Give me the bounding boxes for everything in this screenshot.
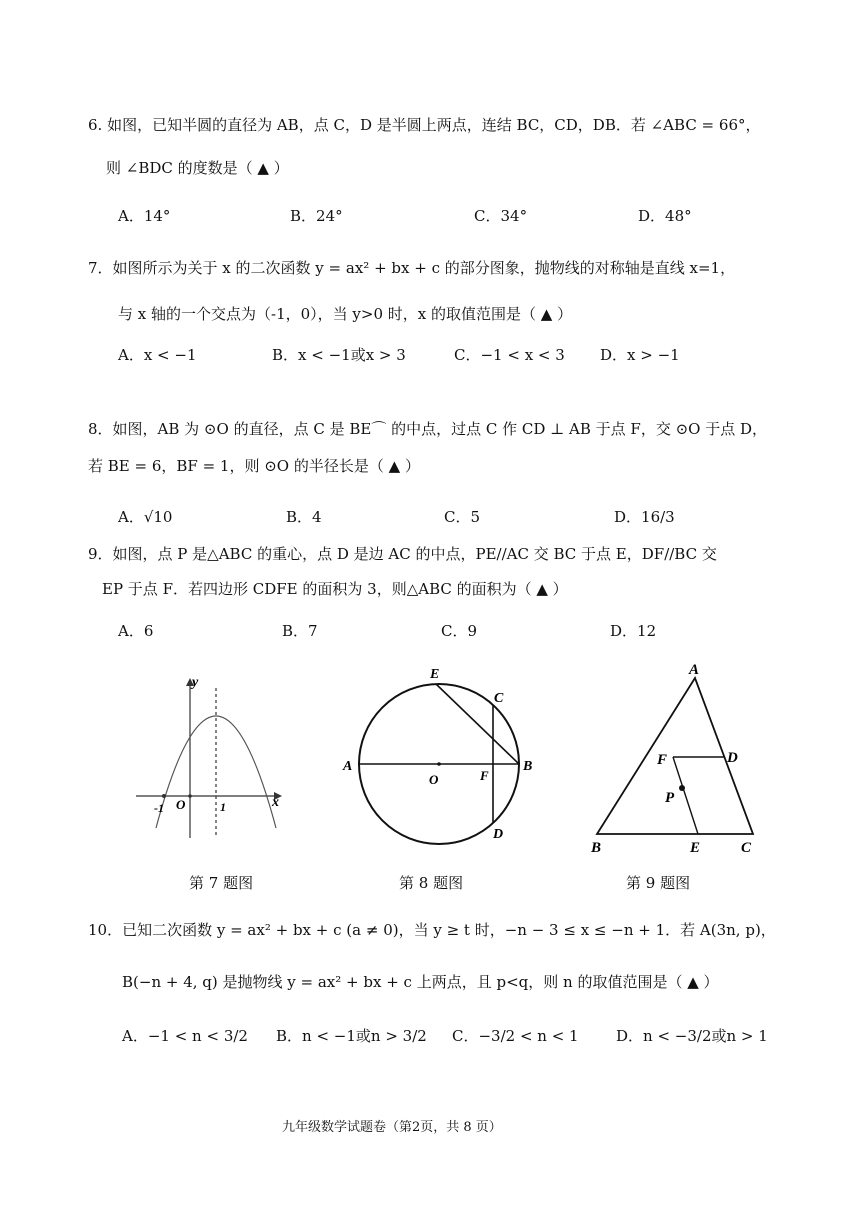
fig8-label-e: E xyxy=(430,667,440,682)
fig8-label-o: O xyxy=(429,772,439,787)
q10-line-2: B(−n + 4, q) 是抛物线 y = ax² + bx + c 上两点，且 p<q，则 n 的取值范围是（ ▲ ） xyxy=(122,973,719,991)
q9-line-1: 9．如图，点 P 是△ABC 的重心，点 D 是边 AC 的中点，PE//AC 交 BC 于点 E，DF//BC 交 xyxy=(88,545,717,563)
page-footer: 九年级数学试题卷（第2页，共 8 页） xyxy=(282,1120,502,1135)
q9-option-c: C．9 xyxy=(441,622,478,640)
q7-option-c: C．−1 < x < 3 xyxy=(454,346,565,364)
q7-line-1: 7．如图所示为关于 x 的二次函数 y = ax² + bx + c 的部分图象，抛物线的对称轴是直线 x=1， xyxy=(88,259,736,277)
figure-8-caption: 第 8 题图 xyxy=(399,874,464,892)
q8-option-b: B．4 xyxy=(286,508,322,526)
fig7-label-neg1: -1 xyxy=(154,801,164,815)
q6-option-b: B．24° xyxy=(290,207,343,225)
origin-point xyxy=(188,794,192,798)
q9-option-d: D．12 xyxy=(610,622,657,640)
root-point xyxy=(162,794,166,798)
fig8-label-d: D xyxy=(493,827,504,842)
fig9-label-d: D xyxy=(727,750,738,766)
q7-option-b: B．x < −1或x > 3 xyxy=(272,346,406,364)
figure-7-parabola xyxy=(130,668,295,843)
segment-fe xyxy=(673,757,698,834)
figure-9-triangle xyxy=(585,656,770,856)
q6-option-d: D．48° xyxy=(638,207,692,225)
q6-line-2: 则 ∠BDC 的度数是（ ▲ ） xyxy=(106,159,289,177)
centroid-p xyxy=(679,785,685,791)
q10-option-a: A．−1 < n < 3/2 xyxy=(122,1027,248,1045)
chord-be xyxy=(436,684,519,764)
q6-line-1: 6. 如图，已知半圆的直径为 AB，点 C，D 是半圆上两点，连结 BC，CD，DB．若 ∠ABC = 66°， xyxy=(88,116,761,134)
q7-option-a: A．x < −1 xyxy=(118,346,197,364)
fig7-label-x: x xyxy=(272,795,279,810)
fig9-label-a: A xyxy=(689,662,700,678)
fig9-label-e: E xyxy=(690,840,701,856)
q8-line-1: 8．如图，AB 为 ⊙O 的直径，点 C 是 BE⌒ 的中点，过点 C 作 CD ⊥ AB 于点 F，交 ⊙O 于点 D， xyxy=(88,420,768,438)
q9-option-b: B．7 xyxy=(282,622,318,640)
q10-option-b: B．n < −1或n > 3/2 xyxy=(276,1027,427,1045)
figure-8-circle xyxy=(335,660,545,850)
fig8-label-a: A xyxy=(343,759,353,774)
q6-option-a: A．14° xyxy=(118,207,171,225)
fig8-label-f: F xyxy=(480,768,489,783)
fig9-label-p: P xyxy=(665,790,675,806)
figure-9-caption: 第 9 题图 xyxy=(626,874,691,892)
q9-line-2: EP 于点 F．若四边形 CDFE 的面积为 3，则△ABC 的面积为（ ▲ ） xyxy=(102,580,568,598)
fig8-label-b: B xyxy=(523,759,533,774)
fig7-label-one: 1 xyxy=(220,800,226,814)
q8-line-2: 若 BE = 6，BF = 1，则 ⊙O 的半径长是（ ▲ ） xyxy=(88,457,420,475)
q6-option-c: C．34° xyxy=(474,207,528,225)
fig8-label-c: C xyxy=(494,691,504,706)
fig7-label-y: y xyxy=(192,675,199,690)
q10-line-1: 10．已知二次函数 y = ax² + bx + c (a ≠ 0)，当 y ≥ t 时，−n − 3 ≤ x ≤ −n + 1．若 A(3n, p)， xyxy=(88,921,776,939)
fig7-label-origin: O xyxy=(176,797,186,812)
q8-option-a: A．√10 xyxy=(118,508,173,526)
q7-line-2: 与 x 轴的一个交点为（-1，0），当 y>0 时，x 的取值范围是（ ▲ ） xyxy=(118,305,573,323)
fig9-label-f: F xyxy=(657,752,668,768)
q10-option-c: C．−3/2 < n < 1 xyxy=(452,1027,579,1045)
fig9-label-c: C xyxy=(741,840,752,856)
q7-option-d: D．x > −1 xyxy=(600,346,680,364)
q9-option-a: A．6 xyxy=(118,622,154,640)
figure-7-caption: 第 7 题图 xyxy=(189,874,254,892)
q10-option-d: D．n < −3/2或n > 1 xyxy=(616,1027,768,1045)
q8-option-c: C．5 xyxy=(444,508,481,526)
fig9-label-b: B xyxy=(591,840,602,856)
center-point xyxy=(437,762,441,766)
q8-option-d: D．16/3 xyxy=(614,508,675,526)
